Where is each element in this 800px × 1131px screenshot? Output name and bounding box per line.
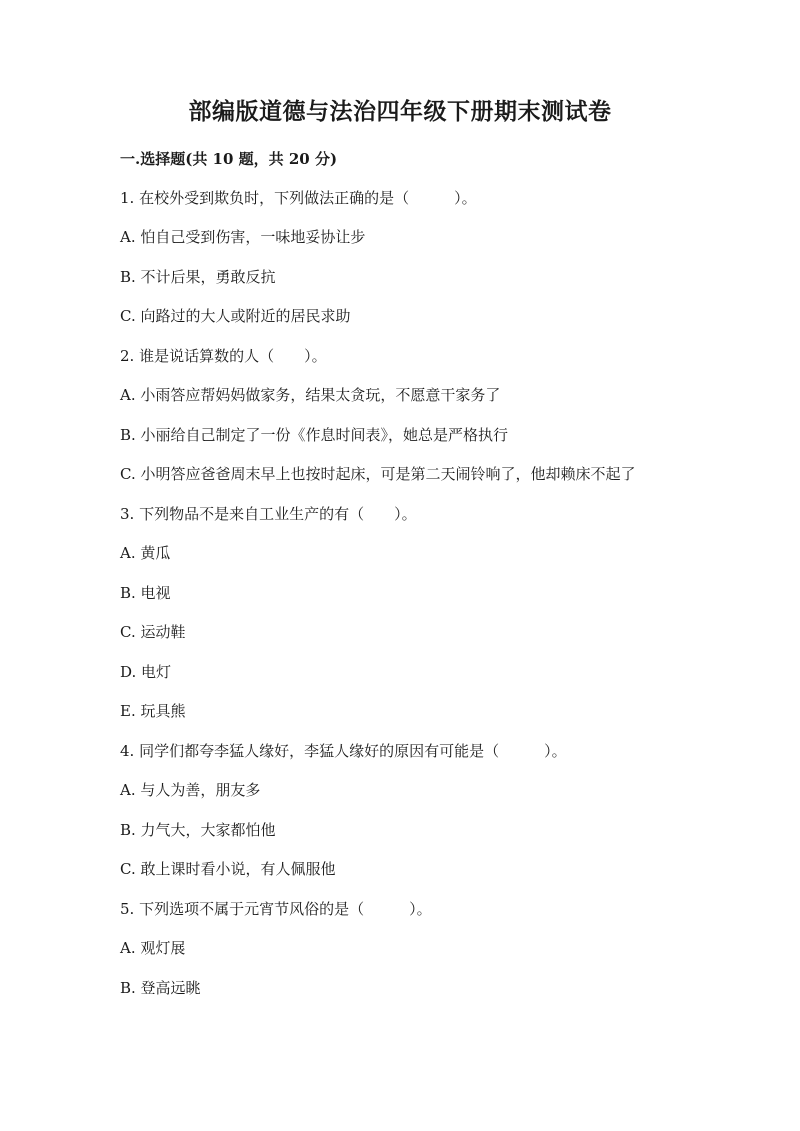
question-3-option-b: B. 电视 xyxy=(120,584,171,602)
question-3: 3. 下列物品不是来自工业生产的有（ ）。 xyxy=(120,505,417,523)
section-heading: 一.选择题(共 10 题，共 20 分) xyxy=(120,150,338,168)
question-3-option-e: E. 玩具熊 xyxy=(120,702,186,720)
document-title: 部编版道德与法治四年级下册期末测试卷 xyxy=(188,98,612,125)
question-1-option-b: B. 不计后果，勇敢反抗 xyxy=(120,268,276,286)
question-3-option-d: D. 电灯 xyxy=(120,663,172,681)
question-4-option-b: B. 力气大，大家都怕他 xyxy=(120,821,276,839)
question-5: 5. 下列选项不属于元宵节风俗的是（ ）。 xyxy=(120,900,432,918)
question-5-option-a: A. 观灯展 xyxy=(120,939,186,957)
question-2: 2. 谁是说话算数的人（ ）。 xyxy=(120,347,327,365)
question-3-option-c: C. 运动鞋 xyxy=(120,623,186,641)
question-1-option-c: C. 向路过的大人或附近的居民求助 xyxy=(120,307,351,325)
question-2-option-a: A. 小雨答应帮妈妈做家务，结果太贪玩，不愿意干家务了 xyxy=(120,386,501,404)
question-1-option-a: A. 怕自己受到伤害，一味地妥协让步 xyxy=(120,228,366,246)
question-5-option-b: B. 登高远眺 xyxy=(120,979,201,997)
question-4-option-a: A. 与人为善，朋友多 xyxy=(120,781,261,799)
question-3-option-a: A. 黄瓜 xyxy=(120,544,171,562)
question-4: 4. 同学们都夸李猛人缘好，李猛人缘好的原因有可能是（ ）。 xyxy=(120,742,567,760)
question-1: 1. 在校外受到欺负时，下列做法正确的是（ ）。 xyxy=(120,189,477,207)
question-2-option-b: B. 小丽给自己制定了一份《作息时间表》，她总是严格执行 xyxy=(120,426,509,444)
question-2-option-c: C. 小明答应爸爸周末早上也按时起床，可是第二天闹铃响了，他却赖床不起了 xyxy=(120,465,636,483)
question-4-option-c: C. 敢上课时看小说，有人佩服他 xyxy=(120,860,336,878)
